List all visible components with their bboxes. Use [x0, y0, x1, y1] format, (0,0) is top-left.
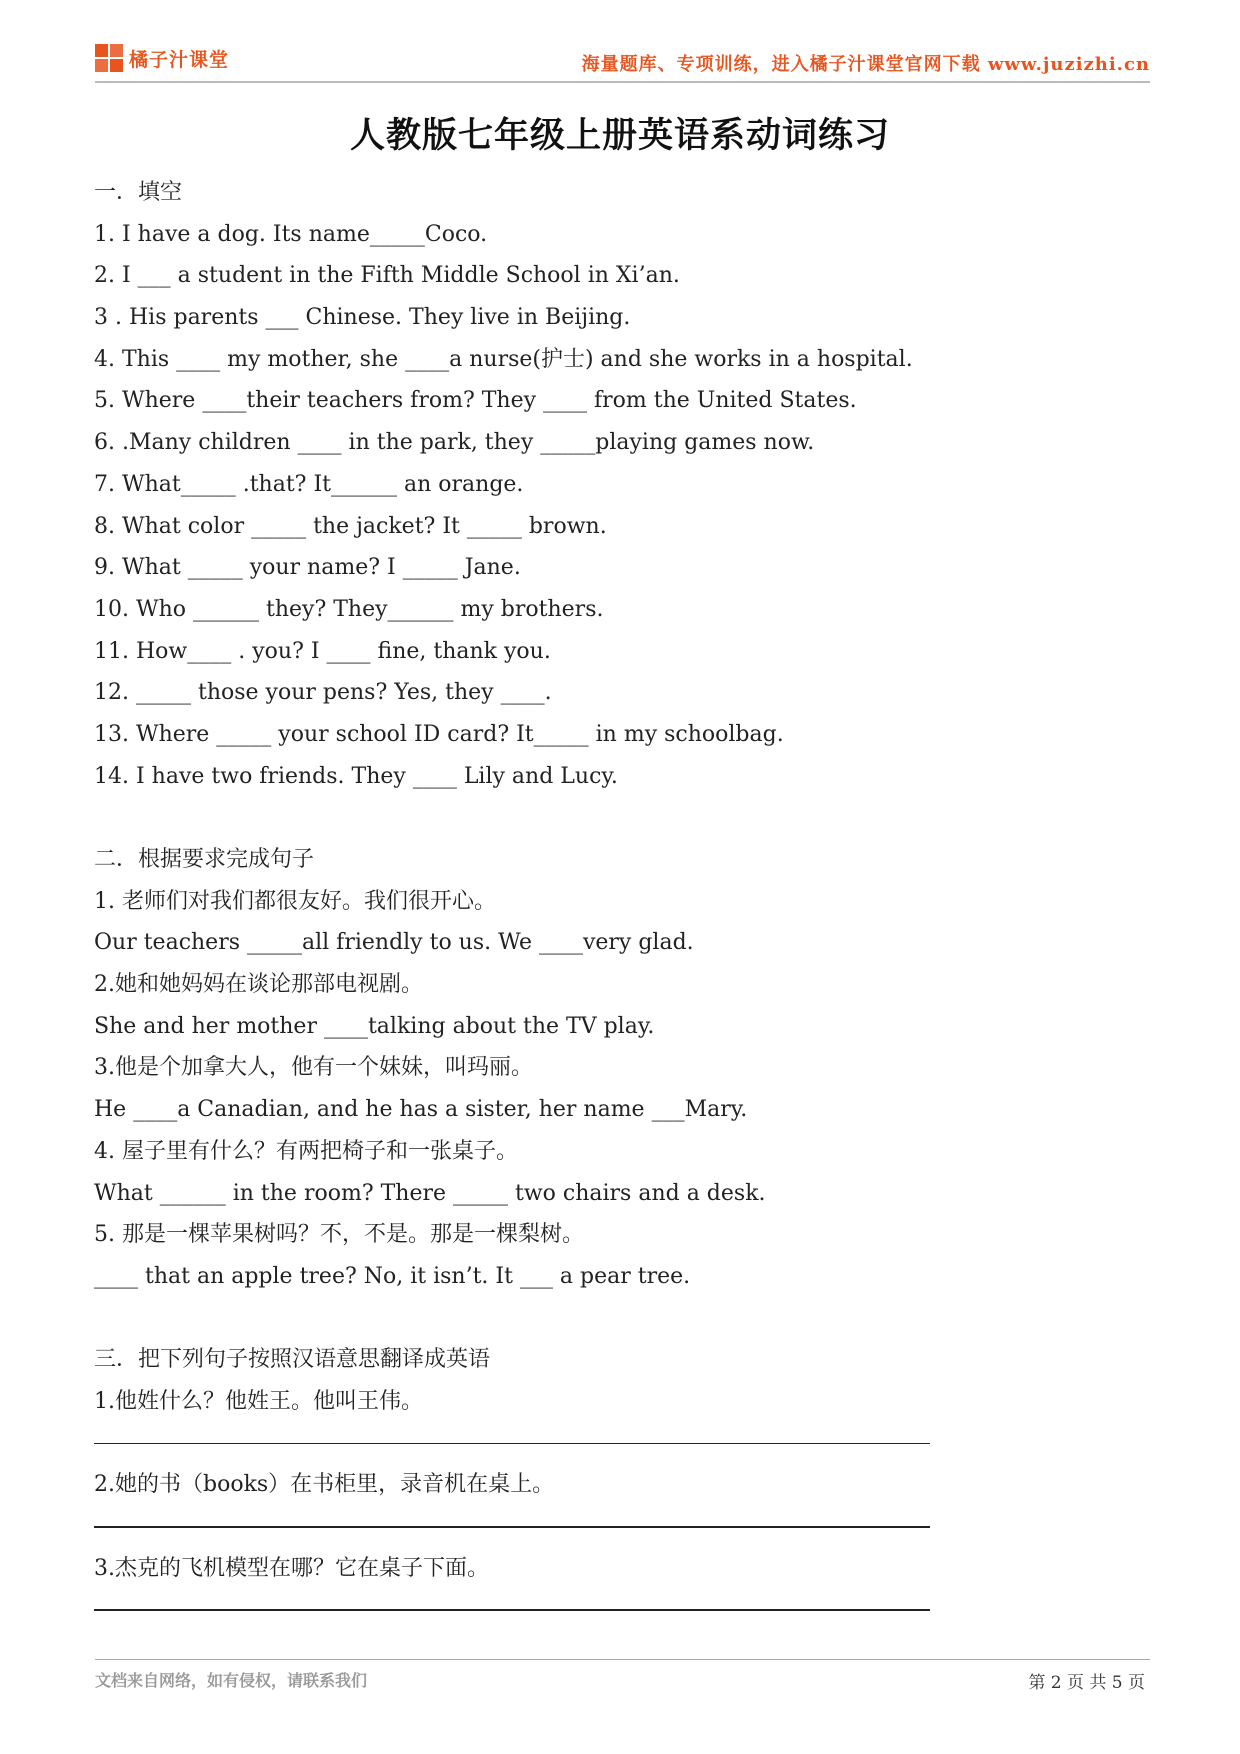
answer-rule — [94, 1443, 930, 1445]
worksheet-line: 14. I have two friends. They ____ Lily and Lucy. — [94, 763, 618, 789]
answer-rule — [94, 1526, 930, 1528]
header-tagline: 海量题库、专项训练，进入橘子汁课堂官网下载 www.juzizhi.cn — [581, 54, 1150, 75]
logo-icon — [95, 44, 123, 72]
worksheet-line: 3.杰克的飞机模型在哪？它在桌子下面。 — [94, 1555, 489, 1581]
worksheet-line: 1. I have a dog. Its name_____Coco. — [94, 221, 488, 247]
worksheet-line: 1.他姓什么？他姓王。他叫王伟。 — [94, 1388, 423, 1414]
answer-rule — [94, 1609, 930, 1611]
worksheet-line: 7. What_____ .that? It______ an orange. — [94, 471, 524, 497]
worksheet-line: 9. What _____ your name? I _____ Jane. — [94, 555, 521, 581]
header-divider — [95, 81, 1150, 83]
page-number: 第 2 页 共 5 页 — [1028, 1673, 1145, 1693]
page-header — [95, 44, 1150, 80]
worksheet-line: Our teachers _____all friendly to us. We ____very glad. — [94, 930, 694, 956]
worksheet-line: 6. .Many children ____ in the park, they _____playing games now. — [94, 430, 815, 456]
worksheet-line: 三．把下列句子按照汉语意思翻译成英语 — [94, 1347, 491, 1373]
footer-divider — [95, 1659, 1150, 1660]
worksheet-line: 5. 那是一棵苹果树吗？不，不是。那是一棵梨树。 — [94, 1222, 584, 1248]
worksheet-line: 二．根据要求完成句子 — [94, 847, 315, 872]
worksheet-line: He ____a Canadian, and he has a sister, her name ___Mary. — [94, 1097, 748, 1123]
worksheet-line: 3 . His parents ___ Chinese. They live in Beijing. — [94, 305, 631, 331]
worksheet-line: She and her mother ____talking about the TV play. — [94, 1013, 655, 1039]
worksheet-body — [94, 172, 1154, 1631]
answer-line — [94, 1423, 1154, 1465]
worksheet-line: 10. Who ______ they? They______ my brothers. — [94, 596, 604, 622]
answer-line — [94, 1589, 1154, 1631]
worksheet-line: 2.她和她妈妈在谈论那部电视剧。 — [94, 972, 423, 998]
worksheet-line: 12. _____ those your pens? Yes, they ____. — [94, 680, 552, 706]
worksheet-line: 2. I ___ a student in the Fifth Middle School in Xi’an. — [94, 263, 680, 289]
worksheet-line: 4. 屋子里有什么？有两把椅子和一张桌子。 — [94, 1138, 518, 1164]
worksheet-line: 1. 老师们对我们都很友好。我们很开心。 — [94, 888, 496, 914]
page-title: 人教版七年级上册英语系动词练习 — [349, 115, 890, 156]
section-gap — [94, 1298, 1154, 1340]
worksheet-line: ____ that an apple tree? No, it isn’t. It ___ a pear tree. — [94, 1263, 691, 1289]
worksheet-line: 5. Where ____their teachers from? They ____ from the United States. — [94, 388, 857, 414]
worksheet-line: 13. Where _____ your school ID card? It_____ in my schoolbag. — [94, 721, 784, 747]
logo-text: 橘子汁课堂 — [129, 48, 230, 71]
logo — [95, 44, 229, 72]
worksheet-line: 8. What color _____ the jacket? It _____ brown. — [94, 513, 607, 539]
worksheet-line: What ______ in the room? There _____ two chairs and a desk. — [94, 1180, 766, 1206]
worksheet-line: 4. This ____ my mother, she ____a nurse(护士) and she works in a hospital. — [94, 346, 913, 372]
section-gap — [94, 797, 1154, 839]
footer-disclaimer: 文档来自网络，如有侵权，请联系我们 — [95, 1671, 368, 1690]
worksheet-line: 11. How____ . you? I ____ fine, thank you. — [94, 638, 551, 664]
worksheet-line: 2.她的书（books）在书柜里，录音机在桌上。 — [94, 1472, 555, 1498]
worksheet-line: 3.他是个加拿大人，他有一个妹妹，叫玛丽。 — [94, 1055, 533, 1081]
worksheet-line: 一．填空 — [94, 180, 183, 205]
answer-line — [94, 1506, 1154, 1548]
